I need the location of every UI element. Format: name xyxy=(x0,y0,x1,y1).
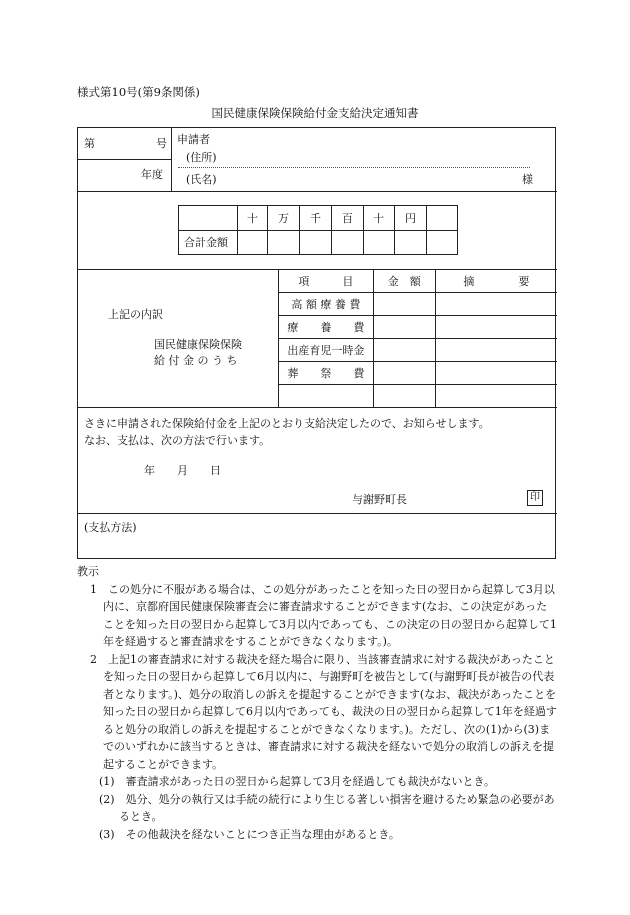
table-row: 葬 祭 費 xyxy=(279,362,558,385)
amount-table xyxy=(178,205,458,255)
address-line xyxy=(178,167,530,168)
payment-method-label: (支払方法) xyxy=(84,521,137,534)
notice-line: なお、支払は、次の方法で行います。 xyxy=(84,434,271,447)
table-row xyxy=(279,385,558,408)
header-remarks: 摘 要 xyxy=(435,270,557,293)
nendo-label: 年度 xyxy=(141,168,163,181)
unit-label: 千 xyxy=(310,212,321,225)
dai-label: 第 xyxy=(84,137,95,150)
table-row: 療 養 費 xyxy=(279,316,558,339)
seal-mark: 印 xyxy=(527,490,543,506)
table-row: 出産育児一時金 xyxy=(279,339,558,362)
instruction-subitem: (2) 処分、処分の執行又は手続の続行により生じる著しい損害を避けるため緊急の必要があるとき。 xyxy=(99,792,555,823)
instruction-item: 1 この処分に不服がある場合は、この処分があったことを知った日の翌日から起算して3月以内に、京都府国民健康保険審査会に審査請求することができます(なお、この決定があったことを知った日の翌日から起算して3月以内であっても、この決定の日の翌日から起算して1年を経過すると審査請求をすることができなくなります。)。 xyxy=(90,582,557,648)
address-label: (住所) xyxy=(186,151,217,164)
breakdown-label: 上記の内訳 xyxy=(108,308,163,321)
unit-label: 円 xyxy=(405,212,416,225)
issuer-name: 与謝野町長 xyxy=(352,493,407,506)
name-label: (氏名) xyxy=(186,173,217,186)
header-item: 項 目 xyxy=(279,270,374,293)
section-divider xyxy=(78,513,557,514)
go-label: 号 xyxy=(156,137,167,150)
breakdown-table xyxy=(278,269,557,407)
instruction-subitem: (1) 審査請求があった日の翌日から起算して3月を経過しても裁決がないとき。 xyxy=(99,775,496,788)
header-divider xyxy=(171,128,172,191)
form-number: 様式第10号(第9条関係) xyxy=(77,85,200,99)
section-divider xyxy=(78,191,557,192)
instructions-heading: 教示 xyxy=(77,565,99,578)
unit-label: 百 xyxy=(342,212,353,225)
page-title: 国民健康保険保険給付金支給決定通知書 xyxy=(211,106,419,120)
notice-date: 年 月 日 xyxy=(144,464,221,477)
unit-label: 十 xyxy=(247,212,258,225)
unit-label: 十 xyxy=(373,212,384,225)
breakdown-label: 国民健康保険保険 xyxy=(154,338,242,351)
total-amount-label: 合計金額 xyxy=(184,236,228,249)
header-amount: 金 額 xyxy=(373,270,435,293)
section-divider xyxy=(78,407,557,408)
table-row: 高 額 療 養 費 xyxy=(279,293,558,316)
header-row-divider xyxy=(78,159,171,160)
notice-line: さきに申請された保険給付金を上記のとおり支給決定したので、お知らせします。 xyxy=(84,417,490,430)
honorific-label: 様 xyxy=(522,173,533,186)
instruction-subitem: (3) その他裁決を経ないことにつき正当な理由があるとき。 xyxy=(99,827,400,841)
instruction-item: 2 上記1の審査請求に対する裁決を経た場合に限り、当該審査請求に対する裁決があったことを知った日の翌日から起算して6月以内に、与謝野町を被告として(与謝野町長が被告の代表者となります。)、処分の取消しの訴えを提起することができます(なお、裁決があったことを知った日の翌日から起算して6月以内であっても、裁決の日の翌日から起算して1年を経過すると処分の取消しの訴えを提起することができなくなります。)。ただし、次の(1)から(3)までのいずれかに該当するときは、審査請求に対する裁決を経ないで処分の取消しの訴えを提起することができます。 xyxy=(90,652,557,771)
instructions xyxy=(77,563,557,843)
unit-label: 万 xyxy=(278,212,289,225)
breakdown-label: 給 付 金 の う ち xyxy=(154,354,238,367)
applicant-label: 申請者 xyxy=(177,133,210,146)
notice-form xyxy=(77,127,556,559)
